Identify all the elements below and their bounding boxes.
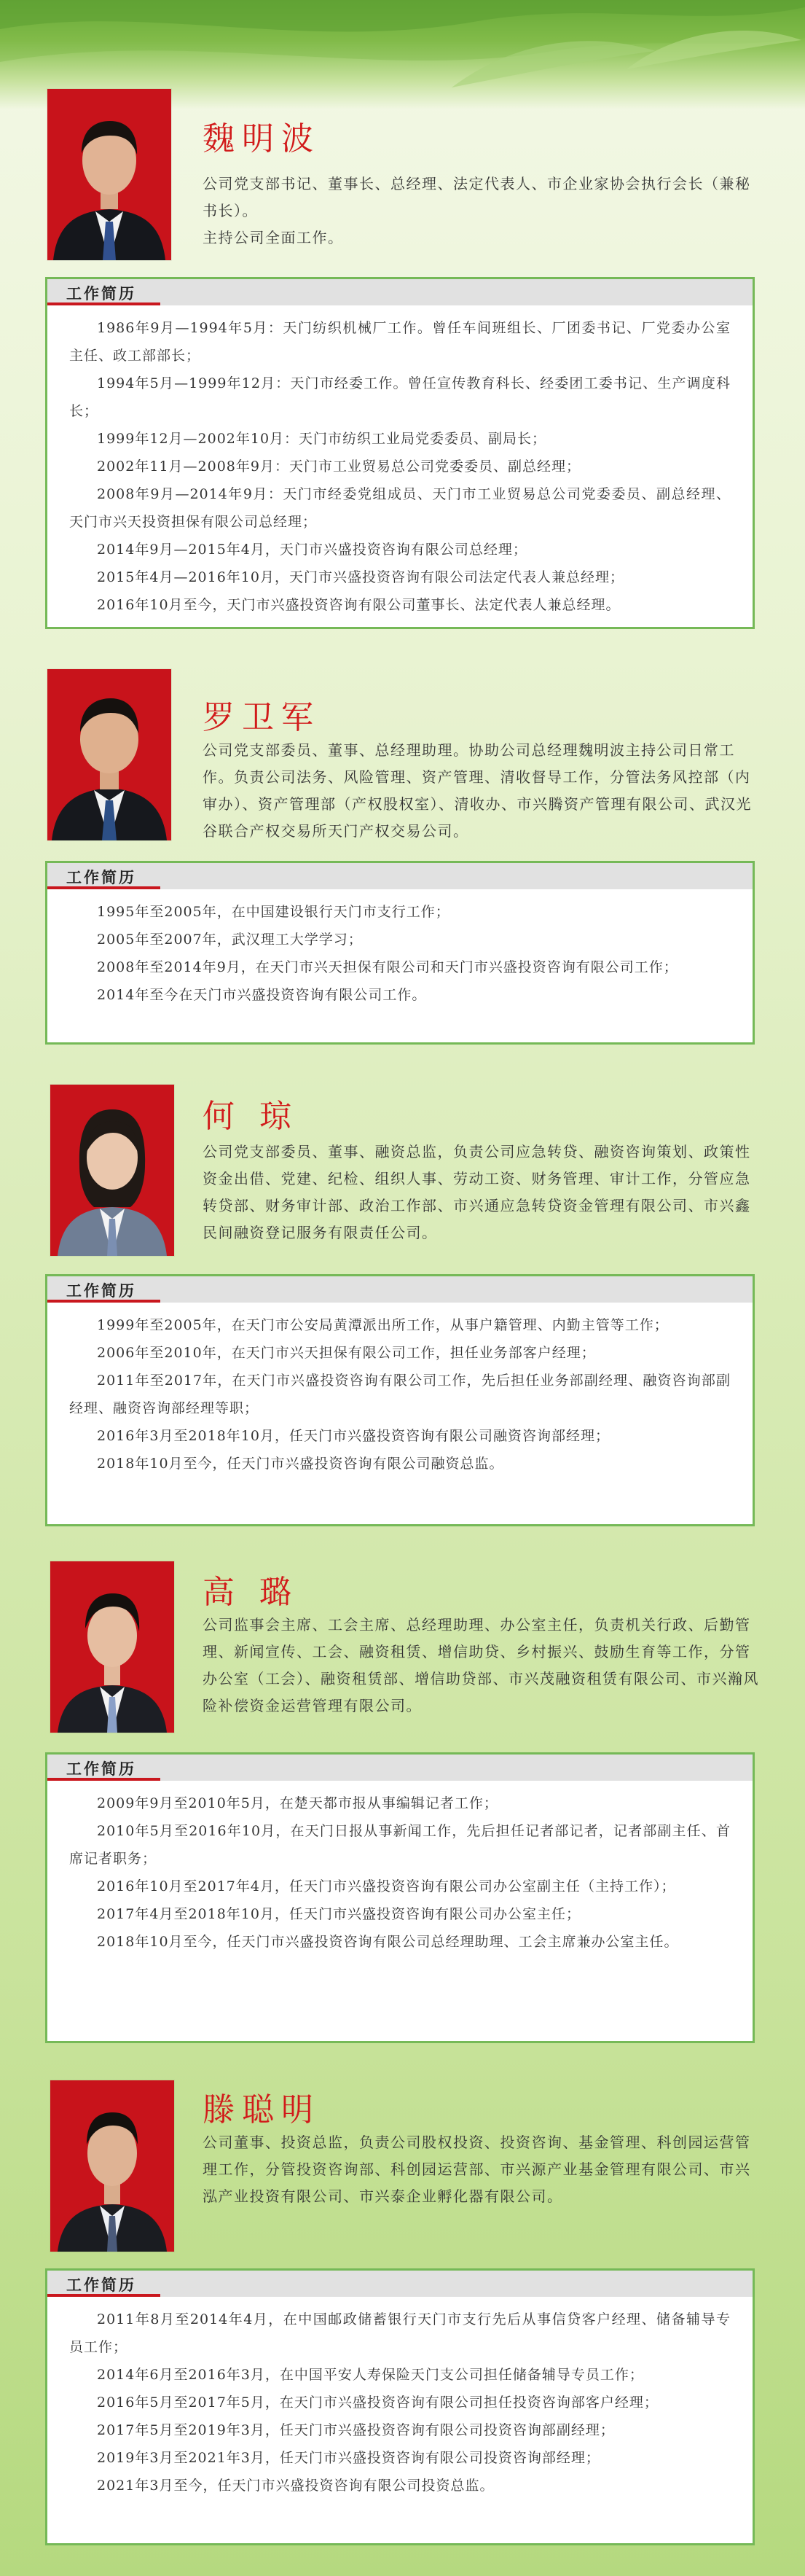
portrait-photo: [50, 1561, 174, 1733]
resume-header: [47, 863, 753, 889]
resume-header: [47, 279, 753, 305]
resume-line: 2015年4月—2016年10月，天门市兴盛投资咨询有限公司法定代表人兼总经理；: [97, 569, 624, 585]
resume-line: 2009年9月至2010年5月，在楚天都市报从事编辑记者工作；: [97, 1795, 498, 1811]
resume-line: 2017年5月至2019年3月，任天门市兴盛投资咨询有限公司投资咨询部副经理；: [97, 2422, 615, 2438]
resume-line: 1999年至2005年，在天门市公安局黄潭派出所工作，从事户籍管理、内勤主管等工作；: [97, 1317, 669, 1333]
resume-box: [45, 1274, 755, 1526]
person-name: 滕聪明: [203, 2091, 321, 2128]
portrait-photo: [50, 2080, 174, 2252]
resume-title: 工作简历: [66, 284, 136, 303]
resume-line: 2008年9月—2014年9月：天门市经委党组成员、天门市工业贸易总公司党委委员、副总经理、天门市兴天投资担保有限公司总经理；: [69, 486, 731, 530]
person-description: 公司党支部委员、董事、融资总监，负责公司应急转贷、融资咨询策划、政策性资金出借、党建、纪检、组织人事、劳动工资、财务管理、审计工作，分管应急转贷部、财务审计部、政治工作部、市兴通应急转贷资金管理有限公司、市兴鑫民间融资登记服务有限责任公司。: [203, 1143, 751, 1241]
resume-body: [47, 1303, 753, 1488]
resume-box: [45, 2268, 755, 2545]
title-underline: [47, 1778, 160, 1781]
resume-header: [47, 1276, 753, 1303]
resume-line: 2011年8月至2014年4月，在中国邮政储蓄银行天门市支行先后从事信贷客户经理、储备辅导专员工作；: [69, 2311, 731, 2355]
resume-header: [47, 1755, 753, 1781]
resume-line: 2016年10月至2017年4月，任天门市兴盛投资咨询有限公司办公室副主任（主持工作）；: [97, 1878, 676, 1894]
resume-line: 2010年5月至2016年10月，在天门日报从事新闻工作，先后担任记者部记者，记者部副主任、首席记者职务；: [69, 1823, 731, 1867]
resume-line: 2002年11月—2008年9月：天门市工业贸易总公司党委委员、副总经理；: [97, 458, 581, 475]
resume-box: [45, 277, 755, 629]
resume-line: 2005年至2007年，武汉理工大学学习；: [97, 932, 363, 948]
resume-title: 工作简历: [66, 2276, 136, 2294]
resume-line: 2017年4月至2018年10月，任天门市兴盛投资咨询有限公司办公室主任；: [97, 1906, 581, 1922]
title-underline: [47, 886, 160, 889]
resume-line: 1999年12月—2002年10月：天门市纺织工业局党委委员、副局长；: [97, 431, 547, 447]
resume-line: 2016年5月至2017年5月，在天门市兴盛投资咨询有限公司担任投资咨询部客户经理；: [97, 2394, 659, 2411]
resume-line: 2011年至2017年，在天门市兴盛投资咨询有限公司工作，先后担任业务部副经理、融资咨询部副经理、融资咨询部经理等职；: [69, 1373, 731, 1416]
resume-line: 2006年至2010年，在天门市兴天担保有限公司工作，担任业务部客户经理；: [97, 1345, 596, 1361]
person-description: 公司监事会主席、工会主席、总经理助理、办公室主任，负责机关行政、后勤管理、新闻宣传、工会、融资租赁、增信助贷、乡村振兴、鼓励生育等工作，分管办公室（工会）、融资租赁部、增信助贷部、市兴茂融资租赁有限公司、市兴瀚风险补偿资金运营管理有限公司。: [203, 1616, 759, 1714]
resume-line: 2019年3月至2021年3月，任天门市兴盛投资咨询有限公司投资咨询部经理；: [97, 2450, 600, 2466]
resume-title: 工作简历: [66, 868, 136, 886]
title-underline: [47, 2294, 160, 2297]
person-name: 高 璐: [203, 1574, 299, 1611]
title-underline: [47, 1300, 160, 1303]
resume-body: [47, 889, 753, 1019]
resume-line: 1995年至2005年，在中国建设银行天门市支行工作；: [97, 904, 450, 920]
title-underline: [47, 303, 160, 305]
person-description: 公司董事、投资总监，负责公司股权投资、投资咨询、基金管理、科创园运营管理工作，分管投资咨询部、科创园运营部、市兴源产业基金管理有限公司、市兴泓产业投资有限公司、市兴泰企业孵化器有限公司。: [203, 2134, 751, 2205]
resume-line: 2008年至2014年9月，在天门市兴天担保有限公司和天门市兴盛投资咨询有限公司工作；: [97, 959, 678, 975]
resume-line: 2014年至今在天门市兴盛投资咨询有限公司工作。: [97, 987, 427, 1003]
resume-box: [45, 861, 755, 1045]
portrait-photo: [47, 89, 171, 260]
portrait-photo: [47, 669, 171, 840]
resume-line: 1994年5月—1999年12月：天门市经委工作。曾任宣传教育科长、经委团工委书记、生产调度科长；: [69, 375, 731, 419]
resume-body: [47, 1781, 753, 1966]
resume-title: 工作简历: [66, 1281, 136, 1300]
person-name: 何 琼: [203, 1098, 299, 1135]
resume-body: [47, 2297, 753, 2510]
resume-box: [45, 1752, 755, 2043]
person-name: 罗卫军: [203, 699, 321, 736]
resume-line: 2021年3月至今，任天门市兴盛投资咨询有限公司投资总监。: [97, 2478, 495, 2494]
resume-line: 2016年3月至2018年10月，任天门市兴盛投资咨询有限公司融资咨询部经理；: [97, 1428, 610, 1444]
person-description: 公司党支部委员、董事、总经理助理。协助公司总经理魏明波主持公司日常工作。负责公司法务、风险管理、资产管理、清收督导工作，分管法务风控部（内审办）、资产管理部（产权股权室）、清收办、市兴腾资产管理有限公司、武汉光谷联合产权交易所天门产权交易公司。: [203, 741, 752, 840]
resume-line: 2018年10月至今，任天门市兴盛投资咨询有限公司融资总监。: [97, 1456, 504, 1472]
resume-line: 1986年9月—1994年5月：天门纺织机械厂工作。曾任车间班组长、厂团委书记、厂党委办公室主任、政工部部长；: [69, 320, 731, 364]
resume-line: 2016年10月至今，天门市兴盛投资咨询有限公司董事长、法定代表人兼总经理。: [97, 597, 621, 613]
resume-header: [47, 2271, 753, 2297]
resume-line: 2014年9月—2015年4月，天门市兴盛投资咨询有限公司总经理；: [97, 542, 527, 558]
resume-line: 2014年6月至2016年3月，在中国平安人寿保险天门支公司担任储备辅导专员工作；: [97, 2367, 644, 2383]
person-description: 主持公司全面工作。: [203, 229, 344, 246]
resume-line: 2018年10月至今，任天门市兴盛投资咨询有限公司总经理助理、工会主席兼办公室主任。: [97, 1934, 679, 1950]
portrait-photo: [50, 1085, 174, 1256]
person-name: 魏明波: [203, 120, 321, 157]
resume-title: 工作简历: [66, 1760, 136, 1778]
resume-body: [47, 305, 753, 629]
person-description: 公司党支部书记、董事长、总经理、法定代表人、市企业家协会执行会长（兼秘书长）。: [203, 175, 751, 219]
